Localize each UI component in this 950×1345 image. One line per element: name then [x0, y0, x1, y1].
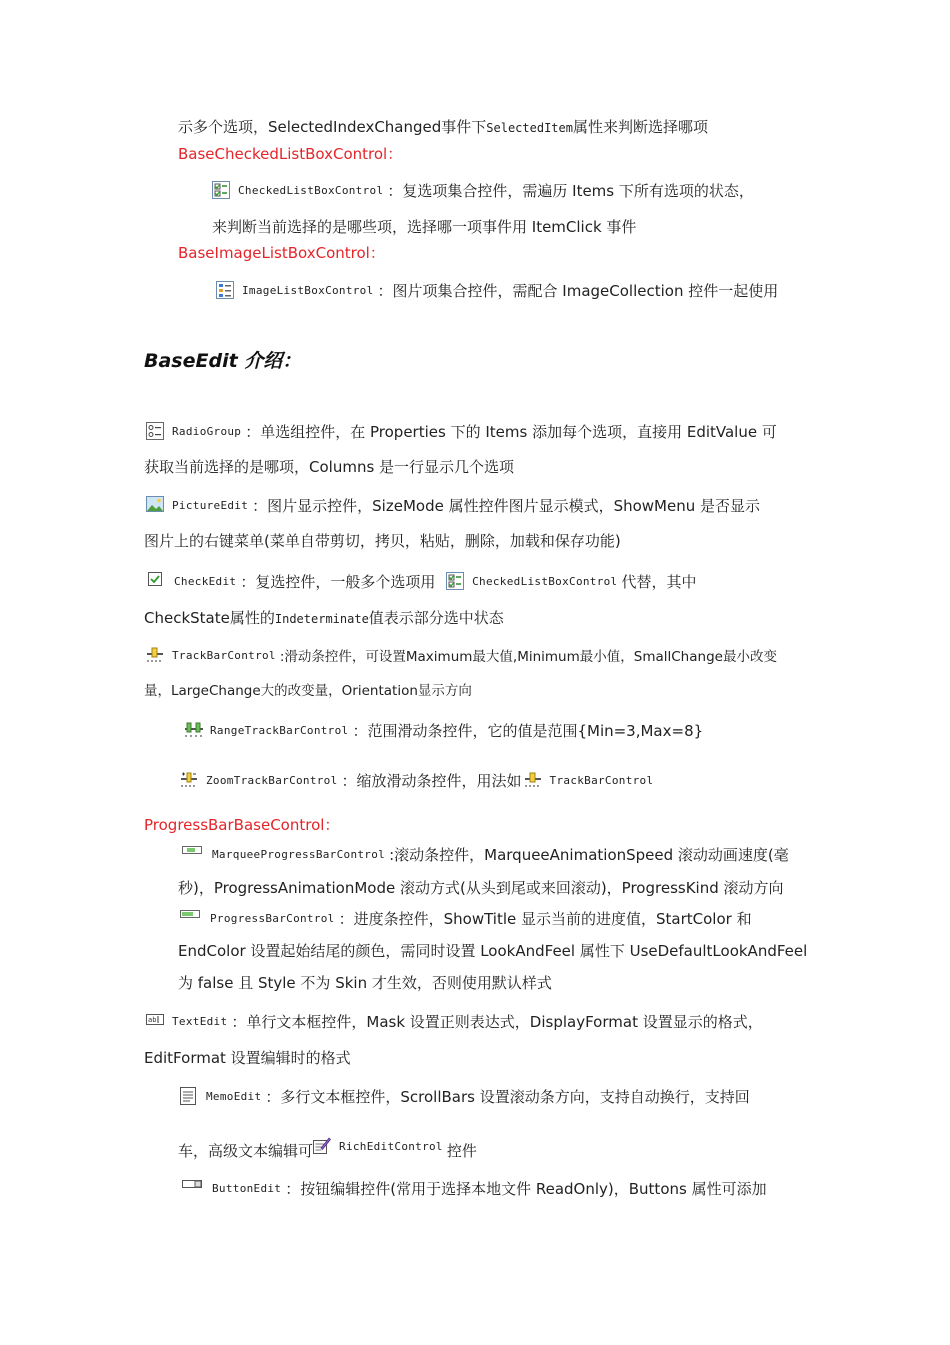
radio-group-name: RadioGroup	[172, 425, 242, 438]
checked-list-desc: ：复选项集合控件，需遍历 Items 下所有选项的状态，	[387, 182, 754, 200]
zoom-trackbar-icon	[180, 771, 196, 785]
rich-edit-name: RichEditControl	[339, 1140, 443, 1153]
trackbar-icon	[146, 646, 162, 660]
trackbar-inline-icon	[524, 771, 540, 785]
check-edit-entry	[148, 571, 697, 593]
check-edit-alt-name: CheckedListBoxControl	[472, 575, 618, 588]
image-list-desc: ：图片项集合控件，需配合 ImageCollection 控件一起使用	[377, 282, 779, 300]
baseedit-heading: BaseEdit 介绍：	[144, 350, 302, 372]
svg-text:ab: ab	[148, 1016, 157, 1024]
check-edit-icon	[148, 572, 164, 586]
marquee-desc: :滚动条控件，MarqueeAnimationSpeed 滚动动画速度(毫	[389, 846, 789, 864]
progress-bar-desc-2: EndColor 设置起始结尾的颜色，需同时设置 LookAndFeel 属性下 UseDefaultLookAndFeel	[178, 942, 808, 960]
progress-bar-desc: ：进度条控件，ShowTitle 显示当前的进度值，StartColor 和	[338, 910, 752, 928]
checked-list-name: CheckedListBoxControl	[238, 184, 384, 197]
check-edit-desc: ：复选控件，一般多个选项用	[240, 573, 436, 591]
memo-edit-entry	[180, 1086, 750, 1108]
memo-edit-desc-2	[178, 1136, 477, 1162]
memo-edit-desc-2-end: 控件	[446, 1142, 477, 1160]
checked-list-inline-icon	[446, 572, 462, 586]
trackbar-name: TrackBarControl	[172, 649, 276, 662]
check-edit-desc-2	[144, 607, 504, 630]
progress-bar-name: ProgressBarControl	[210, 912, 335, 925]
image-list-entry	[216, 280, 778, 302]
image-list-name: ImageListBoxControl	[242, 284, 374, 297]
button-edit-desc: ：按钮编辑控件(常用于选择本地文件 ReadOnly)，Buttons 属性可添加	[285, 1180, 767, 1198]
memo-edit-desc: ：多行文本框控件，ScrollBars 设置滚动条方向，支持自动换行，支持回	[265, 1088, 750, 1106]
zoom-trackbar-entry	[180, 770, 657, 792]
checked-list-desc-2: 来判断当前选择的是哪些项，选择哪一项事件用 ItemClick 事件	[212, 218, 637, 236]
marquee-progress-icon	[182, 845, 202, 859]
radio-group-desc: ：单选组控件，在 Properties 下的 Items 添加每个选项，直接用 EditValue 可	[245, 423, 777, 441]
progress-bar-entry	[180, 908, 752, 930]
range-trackbar-desc: ：范围滑动条控件，它的值是范围{Min=3,Max=8}	[352, 722, 704, 740]
progress-bar-icon	[180, 909, 200, 923]
text-edit-desc-2: EditFormat 设置编辑时的格式	[144, 1049, 351, 1067]
checked-list-entry	[212, 180, 754, 202]
radio-group-icon	[146, 422, 162, 436]
range-trackbar-entry	[184, 720, 703, 742]
memo-edit-icon	[180, 1087, 196, 1101]
checkstate-text: CheckState	[144, 609, 230, 627]
text-edit-name: TextEdit	[172, 1015, 228, 1028]
picture-edit-entry	[146, 495, 760, 517]
text-edit-entry	[146, 1011, 763, 1033]
rich-edit-icon	[313, 1136, 329, 1150]
checkstate-end: 值表示部分选中状态	[368, 609, 504, 627]
intro-text: 示多个选项，SelectedIndexChanged事件下	[178, 118, 487, 136]
section-image-list: BaseImageListBoxControl：	[178, 244, 385, 262]
trackbar-desc-2: 量，LargeChange大的改变量，Orientation显示方向	[144, 683, 472, 699]
text-edit-desc: ：单行文本框控件，Mask 设置正则表达式，DisplayFormat 设置显示的格式，	[231, 1013, 763, 1031]
zoom-trackbar-name: ZoomTrackBarControl	[206, 774, 338, 787]
checkstate-mid: 属性的	[229, 609, 275, 627]
section-checked-list: BaseCheckedListBoxControl：	[178, 145, 403, 163]
trackbar-entry	[146, 645, 777, 668]
button-edit-entry	[182, 1178, 767, 1200]
button-edit-name: ButtonEdit	[212, 1182, 282, 1195]
zoom-trackbar-ref-name: TrackBarControl	[549, 774, 654, 787]
range-trackbar-name: RangeTrackBarControl	[210, 724, 349, 737]
memo-edit-desc-2-text: 车，高级文本编辑可	[178, 1142, 314, 1160]
intro-text-end: 属性来判断选择哪项	[572, 118, 708, 136]
marquee-desc-2: 秒)，ProgressAnimationMode 滚动方式(从头到尾或来回滚动)，ProgressKind 滚动方向	[178, 879, 784, 897]
button-edit-icon	[182, 1179, 202, 1193]
section-progress: ProgressBarBaseControl：	[144, 816, 340, 834]
intro-line	[178, 116, 708, 139]
zoom-trackbar-desc: ：缩放滑动条控件，用法如	[341, 772, 522, 790]
trackbar-desc: :滑动条控件，可设置Maximum最大值,Minimum最小值，SmallChange最小改变	[279, 649, 777, 665]
picture-edit-desc-2: 图片上的右键菜单(菜单自带剪切，拷贝，粘贴，删除，加载和保存功能)	[144, 532, 621, 550]
marquee-entry	[182, 844, 789, 866]
marquee-name: MarqueeProgressBarControl	[212, 848, 386, 861]
radio-group-desc-2: 获取当前选择的是哪项，Columns 是一行显示几个选项	[144, 458, 515, 476]
checked-list-icon	[212, 181, 228, 195]
picture-edit-icon	[146, 496, 162, 510]
picture-edit-desc: ：图片显示控件，SizeMode 属性控件图片显示模式，ShowMenu 是否显示	[252, 497, 761, 515]
check-edit-desc-end: 代替，其中	[621, 573, 697, 591]
picture-edit-name: PictureEdit	[172, 499, 249, 512]
check-edit-name: CheckEdit	[174, 575, 237, 588]
progress-bar-desc-3: 为 false 且 Style 不为 Skin 才生效，否则使用默认样式	[178, 974, 552, 992]
selected-item-code: SelectedItem	[486, 121, 573, 135]
image-list-icon	[216, 281, 232, 295]
range-trackbar-icon	[184, 721, 200, 735]
indeterminate-code: Indeterminate	[274, 612, 369, 626]
text-edit-icon	[146, 1012, 162, 1026]
radio-group-entry	[146, 421, 777, 443]
memo-edit-name: MemoEdit	[206, 1090, 262, 1103]
